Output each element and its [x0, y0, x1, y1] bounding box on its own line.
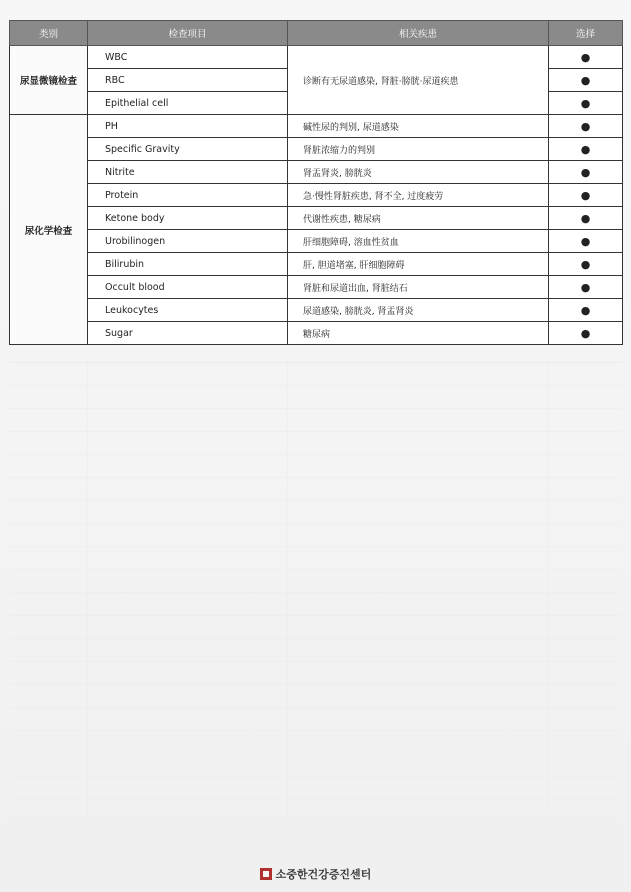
show-through-table [9, 362, 622, 843]
select-dot: ● [549, 230, 623, 253]
brand-name: 소중한건강증진센터 [275, 868, 372, 881]
disease-cell: 尿道感染, 膀胱炎, 肾盂肾炎 [288, 299, 549, 322]
item-cell: Nitrite [88, 161, 288, 184]
item-cell: Epithelial cell [88, 92, 288, 115]
disease-cell: 肾盂肾炎, 膀胱炎 [288, 161, 549, 184]
category-cell: 尿化学检查 [10, 115, 88, 345]
table-row [10, 253, 623, 276]
table-row [10, 207, 623, 230]
select-dot: ● [549, 253, 623, 276]
footer [0, 866, 631, 882]
table-row [10, 161, 623, 184]
select-dot: ● [549, 138, 623, 161]
item-cell: Occult blood [88, 276, 288, 299]
select-dot: ● [549, 46, 623, 69]
table-row [10, 230, 623, 253]
disease-cell: 急·慢性肾脏疾患, 肾不全, 过度疲劳 [288, 184, 549, 207]
disease-cell: 糖尿病 [288, 322, 549, 345]
select-dot: ● [549, 299, 623, 322]
item-cell: Protein [88, 184, 288, 207]
item-cell: Ketone body [88, 207, 288, 230]
select-dot: ● [549, 92, 623, 115]
category-cell: 尿显微镜检查 [10, 46, 88, 115]
header-item: 检查项目 [88, 21, 288, 46]
header-select: 选择 [549, 21, 623, 46]
urinalysis-table [9, 20, 623, 345]
table-row [10, 138, 623, 161]
brand-logo-icon [260, 868, 272, 880]
select-dot: ● [549, 322, 623, 345]
item-cell: Specific Gravity [88, 138, 288, 161]
header-category: 类别 [10, 21, 88, 46]
select-dot: ● [549, 69, 623, 92]
table-row [10, 115, 623, 138]
item-cell: Leukocytes [88, 299, 288, 322]
disease-cell: 诊断有无尿道感染, 肾脏·膀胱·尿道疾患 [288, 46, 549, 115]
table-row [10, 322, 623, 345]
disease-cell: 肾脏和尿道出血, 肾脏结石 [288, 276, 549, 299]
table-header-row [10, 21, 623, 46]
item-cell: Urobilinogen [88, 230, 288, 253]
select-dot: ● [549, 161, 623, 184]
disease-cell: 代谢性疾患, 糖尿病 [288, 207, 549, 230]
table-row [10, 184, 623, 207]
table-row [10, 276, 623, 299]
table-row [10, 299, 623, 322]
item-cell: PH [88, 115, 288, 138]
item-cell: RBC [88, 69, 288, 92]
select-dot: ● [549, 115, 623, 138]
item-cell: WBC [88, 46, 288, 69]
disease-cell: 肝细胞障碍, 溶血性贫血 [288, 230, 549, 253]
disease-cell: 碱性尿的判别, 尿道感染 [288, 115, 549, 138]
table-row [10, 46, 623, 69]
item-cell: Bilirubin [88, 253, 288, 276]
item-cell: Sugar [88, 322, 288, 345]
disease-cell: 肝, 胆道堵塞, 肝细胞障碍 [288, 253, 549, 276]
disease-cell: 肾脏浓缩力的判别 [288, 138, 549, 161]
select-dot: ● [549, 276, 623, 299]
header-disease: 相关疾患 [288, 21, 549, 46]
select-dot: ● [549, 207, 623, 230]
select-dot: ● [549, 184, 623, 207]
